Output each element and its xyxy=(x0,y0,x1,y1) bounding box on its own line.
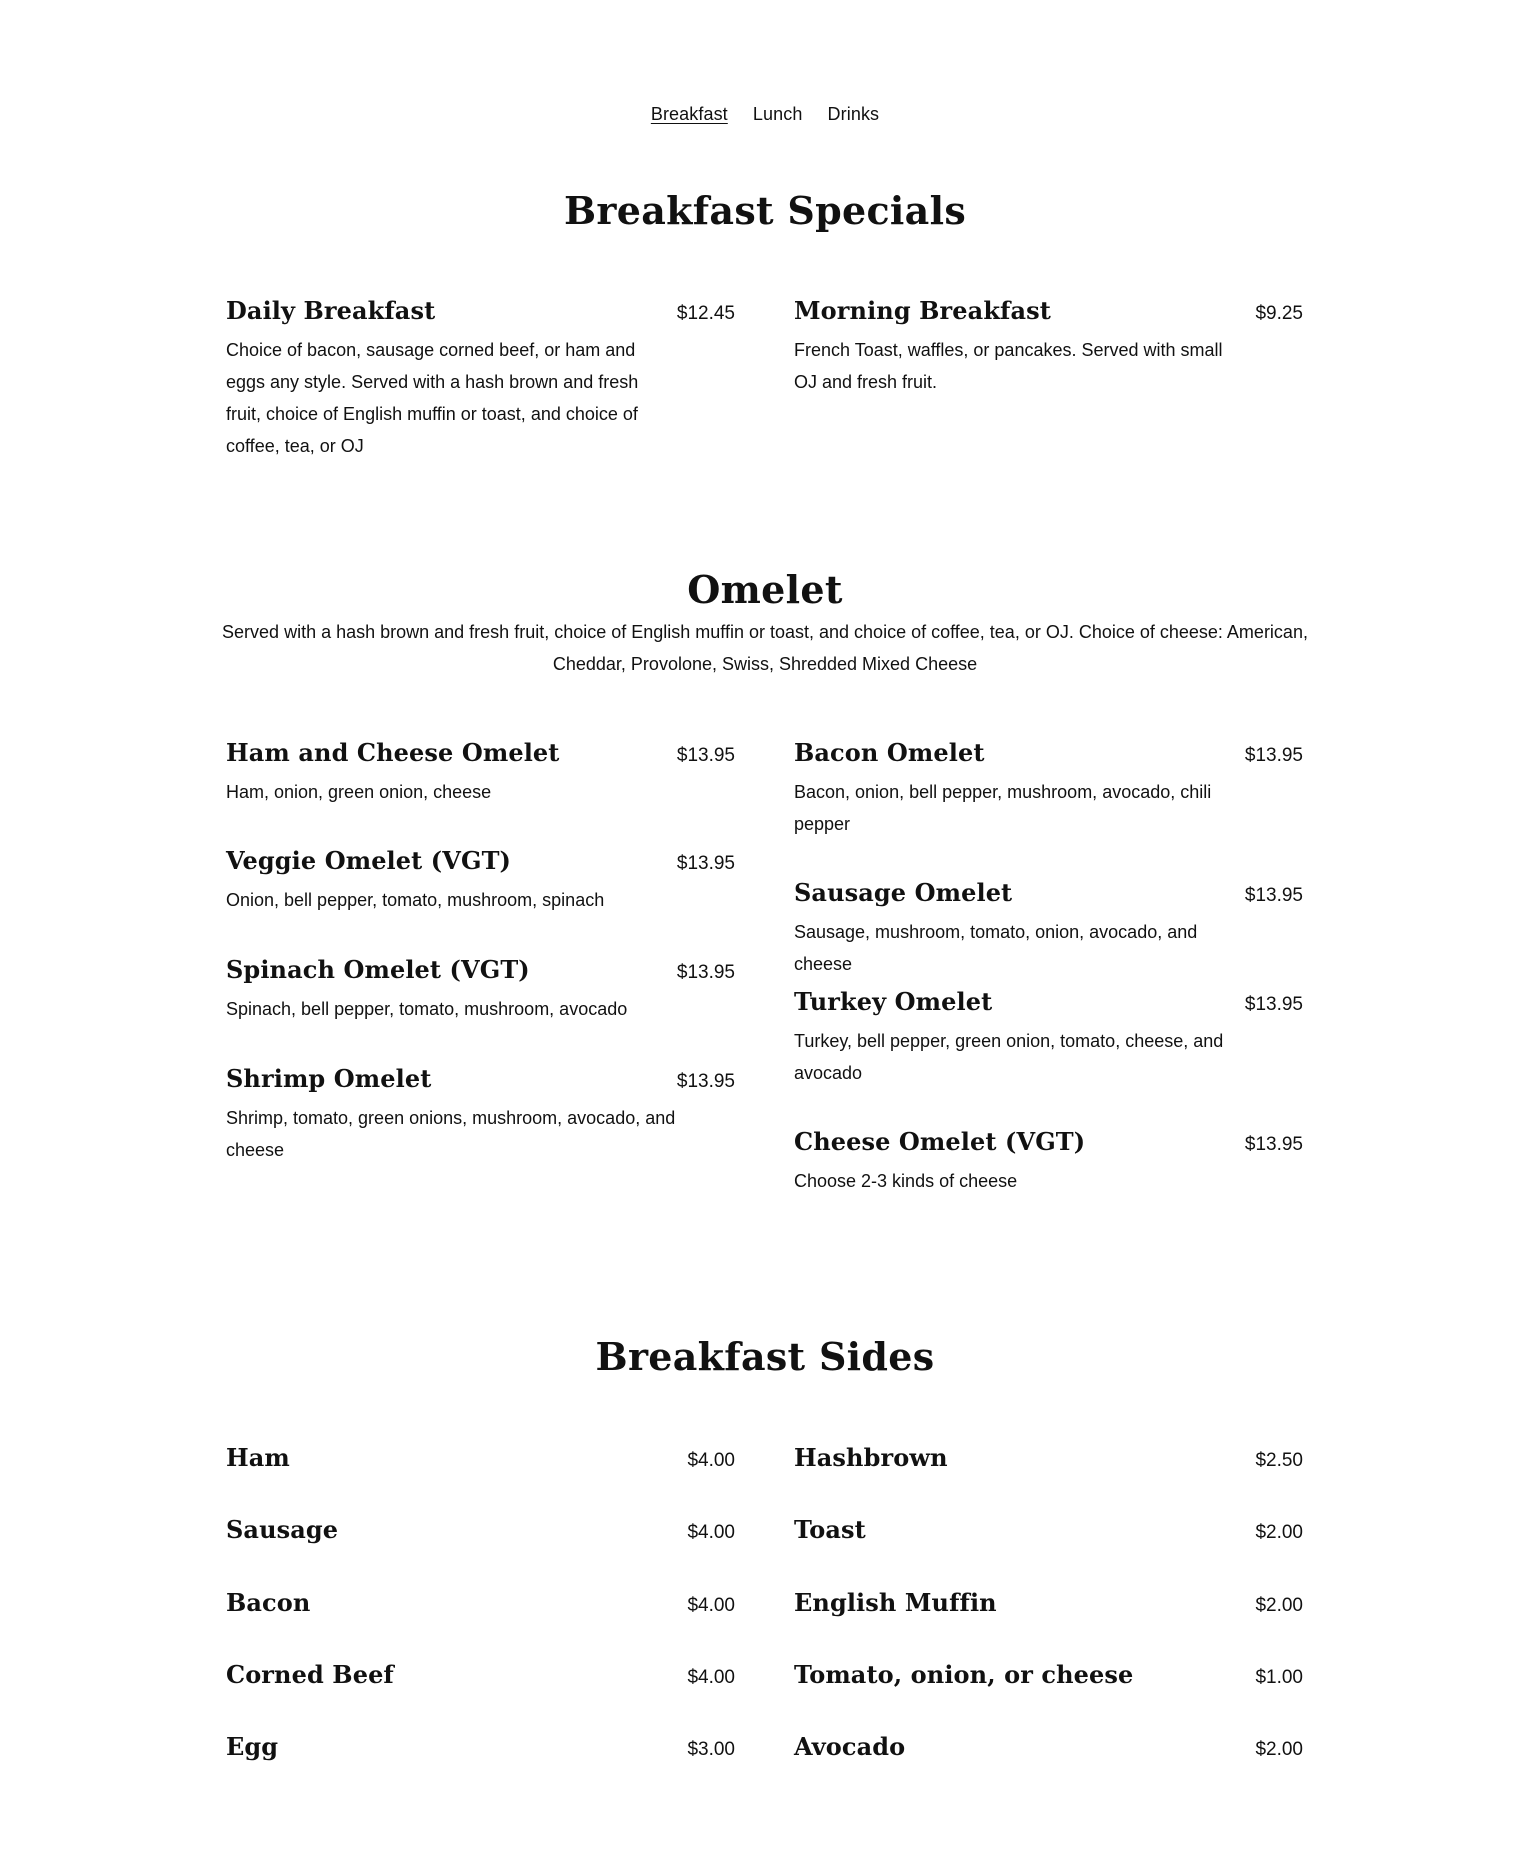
menu-item xyxy=(794,1660,1303,1689)
specials-left-column xyxy=(226,296,735,462)
item-price: $2.00 xyxy=(1255,1595,1303,1616)
section-description-omelet: Served with a hash brown and fresh fruit, choice of English muffin or toast, and choice of coffee, tea, or OJ. Choice of cheese: American, Cheddar, Provolone, Swiss, Shredded Mixed Cheese xyxy=(222,622,1308,674)
item-price: $2.00 xyxy=(1255,1739,1303,1760)
menu-item xyxy=(794,738,1303,840)
item-price: $13.95 xyxy=(1244,994,1303,1015)
section-title-omelet: Omelet xyxy=(687,567,843,612)
item-name: Hashbrown xyxy=(794,1443,948,1472)
item-name: Avocado xyxy=(794,1732,906,1761)
menu-item xyxy=(794,878,1303,980)
item-description: Turkey, bell pepper, green onion, tomato, cheese, and avocado xyxy=(794,1031,1224,1083)
item-price: $4.00 xyxy=(687,1522,735,1543)
menu-item xyxy=(226,1515,735,1544)
item-name: Ham and Cheese Omelet xyxy=(226,738,560,767)
item-price: $13.95 xyxy=(1244,745,1303,766)
item-name: Bacon Omelet xyxy=(794,738,985,767)
item-name: Daily Breakfast xyxy=(226,296,436,325)
item-name: Sausage xyxy=(226,1515,339,1544)
item-price: $4.00 xyxy=(687,1667,735,1688)
item-name: Shrimp Omelet xyxy=(226,1064,432,1093)
item-description: Shrimp, tomato, green onions, mushroom, avocado, and cheese xyxy=(226,1108,676,1160)
item-name: Spinach Omelet (VGT) xyxy=(226,955,530,984)
item-description: Bacon, onion, bell pepper, mushroom, avocado, chili pepper xyxy=(794,782,1212,834)
menu-nav xyxy=(0,104,1530,125)
item-name: Ham xyxy=(226,1443,290,1472)
item-price: $13.95 xyxy=(676,962,735,983)
section-title-specials: Breakfast Specials xyxy=(563,188,967,233)
menu-item xyxy=(226,846,735,916)
menu-item xyxy=(794,1515,1303,1544)
item-price: $4.00 xyxy=(687,1450,735,1471)
item-description: Choose 2-3 kinds of cheese xyxy=(794,1171,1018,1191)
nav-drinks[interactable]: Drinks xyxy=(827,104,880,124)
menu-item xyxy=(794,1127,1303,1197)
item-name: Turkey Omelet xyxy=(794,987,993,1016)
menu-item xyxy=(794,987,1303,1089)
menu-item xyxy=(226,738,735,808)
item-name: Morning Breakfast xyxy=(794,296,1051,325)
menu-item xyxy=(226,1588,735,1617)
item-price: $1.00 xyxy=(1255,1667,1303,1688)
item-price: $3.00 xyxy=(687,1739,735,1760)
menu-item xyxy=(226,955,735,1025)
menu-item xyxy=(226,1064,735,1166)
specials-right-column xyxy=(794,296,1303,462)
item-description: French Toast, waffles, or pancakes. Served with small OJ and fresh fruit. xyxy=(794,340,1223,392)
item-name: Tomato, onion, or cheese xyxy=(794,1660,1134,1689)
item-name: Sausage Omelet xyxy=(794,878,1013,907)
item-price: $2.50 xyxy=(1255,1450,1303,1471)
item-description: Ham, onion, green onion, cheese xyxy=(226,782,492,802)
item-name: Corned Beef xyxy=(226,1660,394,1689)
nav-breakfast[interactable]: Breakfast xyxy=(650,104,728,124)
menu-item xyxy=(794,1732,1303,1761)
item-name: Veggie Omelet (VGT) xyxy=(226,846,511,875)
item-name: Bacon xyxy=(226,1588,311,1617)
item-description: Choice of bacon, sausage corned beef, or ham and eggs any style. Served with a hash brown and fresh fruit, choice of English muffin or toast, and choice of coffee, tea, or OJ xyxy=(226,340,639,456)
item-price: $12.45 xyxy=(676,303,735,324)
specials-grid xyxy=(226,296,1303,462)
item-description: Onion, bell pepper, tomato, mushroom, spinach xyxy=(226,890,605,910)
item-price: $13.95 xyxy=(1244,885,1303,906)
section-title-sides: Breakfast Sides xyxy=(595,1334,935,1379)
menu-item xyxy=(226,1732,735,1761)
menu-item xyxy=(226,1660,735,1689)
item-name: English Muffin xyxy=(794,1588,997,1617)
item-description: Spinach, bell pepper, tomato, mushroom, avocado xyxy=(226,999,628,1019)
item-price: $13.95 xyxy=(1244,1134,1303,1155)
item-name: Egg xyxy=(226,1732,279,1761)
menu-item xyxy=(794,1588,1303,1617)
menu-item xyxy=(794,296,1303,398)
item-name: Cheese Omelet (VGT) xyxy=(794,1127,1086,1156)
item-price: $13.95 xyxy=(676,745,735,766)
nav-lunch[interactable]: Lunch xyxy=(752,104,803,124)
item-description: Sausage, mushroom, tomato, onion, avocado, and cheese xyxy=(794,922,1198,974)
menu-item xyxy=(226,296,735,462)
menu-item xyxy=(226,1443,735,1472)
item-price: $2.00 xyxy=(1255,1522,1303,1543)
item-name: Toast xyxy=(794,1515,866,1544)
item-price: $13.95 xyxy=(676,1071,735,1092)
menu-item xyxy=(794,1443,1303,1472)
item-price: $9.25 xyxy=(1255,303,1303,324)
item-price: $4.00 xyxy=(687,1595,735,1616)
item-price: $13.95 xyxy=(676,853,735,874)
